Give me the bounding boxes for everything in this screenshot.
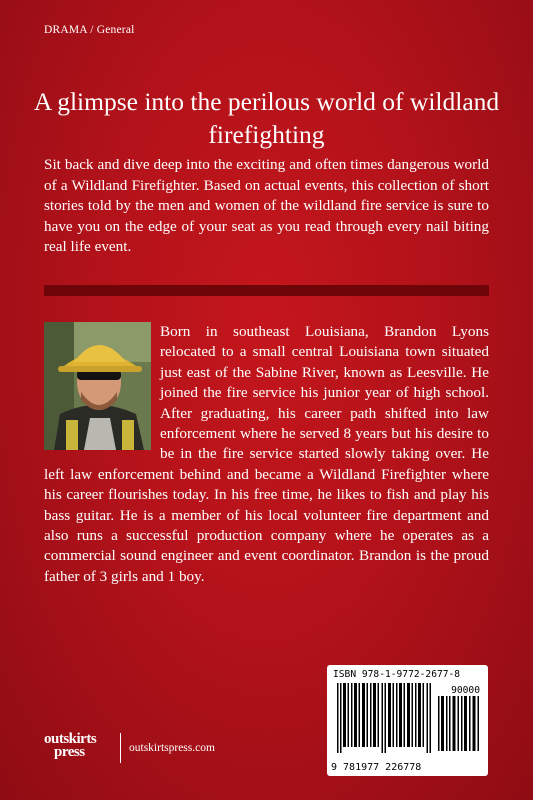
barcode-addon-bars: [438, 696, 480, 751]
author-photo: [44, 322, 151, 450]
section-divider: [44, 285, 489, 296]
barcode-main-bars: [337, 683, 432, 753]
publisher-logo-line1: outskirts: [44, 731, 97, 747]
publisher-logo: [44, 733, 96, 759]
headline: A glimpse into the perilous world of wildland firefighting: [33, 87, 500, 149]
isbn-label: ISBN 978-1-9772-2677-8: [333, 669, 461, 680]
genre-label: DRAMA / General: [44, 24, 135, 36]
blurb-paragraph: Sit back and dive deep into the exciting and often times dangerous world of a Wildland Firefighter. Based on actual events, this collection of short stories told by the men and women of the wildland fire service is sure to have you on the edge of your seat as you read through every nail biting real life event.: [44, 156, 489, 255]
barcode-digits: 9 781977 226778: [331, 762, 422, 773]
author-bio-section: [44, 322, 489, 587]
author-bio-text: Born in southeast Louisiana, Brandon Lyons relocated to a small central Louisiana town situated just east of the Sabine River, known as Leesville. He joined the fire service his junior year of high school. After graduating, his career path shifted into law enforcement where he served 8 years but his desire to be in the fire service started slowly taking over. He left law enforcement behind and became a Wildland Firefighter where his career flourishes today. In his free time, he likes to fish and play his bass guitar. He is a member of his local volunteer fire department and also runs a successful production company where he operates as a commercial sound engineer and event coordinator. Brandon is the proud father of 3 girls and 1 boy.: [44, 323, 489, 585]
price-code: 90000: [451, 685, 480, 696]
isbn-barcode: [327, 665, 488, 776]
footer-separator: [120, 733, 121, 763]
publisher-url: outskirtspress.com: [129, 742, 215, 754]
publisher-logo-line2: press: [54, 744, 85, 760]
